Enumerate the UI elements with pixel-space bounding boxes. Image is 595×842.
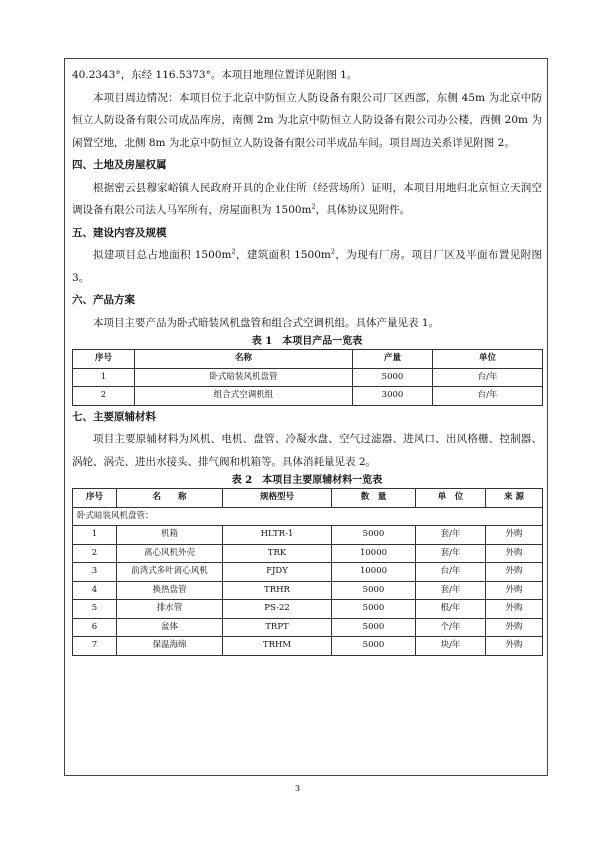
- page-number: 3: [294, 784, 301, 793]
- table-cell: 7: [73, 637, 117, 656]
- product-section-title: 六、产品方案: [72, 294, 135, 306]
- table-cell: 5000: [332, 526, 416, 545]
- table-cell: 3000: [353, 387, 433, 406]
- table-cell: 10000: [332, 544, 416, 563]
- table-header-cell: 单位: [433, 350, 543, 369]
- table-cell: 5000: [332, 618, 416, 637]
- table-header-row: [73, 489, 543, 508]
- coords-line: 40.2343°，东经 116.5373°。本项目地理位置详见附图 1。: [72, 69, 358, 81]
- table-cell: 台/年: [433, 387, 543, 406]
- superscript-2: 2: [311, 202, 316, 211]
- table-cell: 外购: [486, 600, 543, 619]
- table-cell: 外购: [486, 581, 543, 600]
- superscript-2: 2: [231, 247, 236, 256]
- table-cell: TRHR: [223, 581, 332, 600]
- scale-text-a: 拟建项目总占地面积 1500m: [93, 249, 232, 261]
- surroundings-paragraph: 本项目周边情况：本项目位于北京中防恒立人防设备有限公司厂区西部，东侧 45m 为北京中防恒立人防设备有限公司成品库房，南侧 2m 为北京中防恒立人防设备有限公司办公楼，西侧 20m 为闲置空地，北侧 8m 为北京中防恒立人防设备有限公司半成品车间。项目周边关系详见附图 2。: [72, 91, 542, 149]
- table-cell: 前湾式多叶离心风机: [117, 563, 223, 582]
- table-cell: 台/年: [416, 563, 486, 582]
- material-paragraph: 项目主要原辅材料为风机、电机、盘管、冷凝水盘、空气过滤器、进风口、出风格栅、控制器、涡轮、涡壳、进出水接头、排气阀和机箱等。具体消耗量见表 2。: [72, 433, 542, 468]
- table2-caption: 表 2 本项目主要原辅材料一览表: [231, 475, 383, 486]
- table-cell: 1: [73, 526, 117, 545]
- table-cell: 2: [73, 544, 117, 563]
- table-cell: 换热盘管: [117, 581, 223, 600]
- scale-section-title: 五、建设内容及规模: [72, 226, 167, 239]
- table-row: [73, 581, 543, 600]
- product-paragraph: 本项目主要产品为卧式暗装风机盘管和组合式空调机组。具体产量见表 1。: [93, 316, 440, 329]
- table-cell: 块/年: [416, 637, 486, 656]
- product-table: [72, 349, 543, 406]
- table-cell: 外购: [486, 618, 543, 637]
- table-cell: 台/年: [433, 368, 543, 387]
- table-cell: 套/年: [416, 581, 486, 600]
- table-cell: 2: [73, 387, 135, 406]
- table-group-row: [73, 507, 543, 526]
- table-cell: 根/年: [416, 600, 486, 619]
- scale-paragraph: [72, 244, 542, 289]
- table-cell: 5000: [332, 581, 416, 600]
- table-cell: 3: [73, 563, 117, 582]
- table-cell: TRPT: [223, 618, 332, 637]
- land-text-b: ，具体协议见附件。: [315, 204, 411, 216]
- table-header-cell: 产量: [353, 350, 433, 369]
- table-row: [73, 600, 543, 619]
- table-header-cell: 名 称: [117, 489, 223, 508]
- table-row: [73, 563, 543, 582]
- table-header-cell: 规格型号: [223, 489, 332, 508]
- table-header-cell: 来 源: [486, 489, 543, 508]
- table-cell: 卧式暗装风机盘管: [135, 368, 353, 387]
- table-cell: FJDY: [223, 563, 332, 582]
- table-cell: 4: [73, 581, 117, 600]
- table-cell: 离心风机外壳: [117, 544, 223, 563]
- table-cell: HLTR-1: [223, 526, 332, 545]
- table-cell: 套/年: [416, 526, 486, 545]
- table-cell: 6: [73, 618, 117, 637]
- table-cell: PS-22: [223, 600, 332, 619]
- table-cell: 盆体: [117, 618, 223, 637]
- scale-text-b: ，建筑面积 1500m: [235, 249, 331, 261]
- table-cell: 外购: [486, 544, 543, 563]
- table-header-cell: 单 位: [416, 489, 486, 508]
- table-cell: 排水管: [117, 600, 223, 619]
- table-group-label: 卧式暗装风机盘管：: [73, 507, 543, 526]
- page-content: [72, 64, 542, 656]
- table-cell: 组合式空调机组: [135, 387, 353, 406]
- land-section-title: 四、土地及房屋权属: [72, 159, 167, 171]
- table-row: [73, 368, 543, 387]
- table-cell: 5: [73, 600, 117, 619]
- table-cell: 个/年: [416, 618, 486, 637]
- table-cell: 保温海绵: [117, 637, 223, 656]
- table-cell: 外购: [486, 637, 543, 656]
- table-header-cell: 序号: [73, 489, 117, 508]
- table-cell: TRHM: [223, 637, 332, 656]
- table-header-row: [73, 350, 543, 369]
- table-header-cell: 序号: [73, 350, 135, 369]
- table-row: [73, 526, 543, 545]
- table-cell: 5000: [332, 600, 416, 619]
- table1-caption: 表 1 本项目产品一览表: [251, 336, 363, 347]
- land-paragraph: [72, 177, 542, 222]
- scale-text-c: ，为现有厂房。项目厂区及平面布置见附图 3。: [72, 249, 542, 284]
- table-cell: 套/年: [416, 544, 486, 563]
- table-cell: TRK: [223, 544, 332, 563]
- table-cell: 5000: [332, 637, 416, 656]
- table-cell: 外购: [486, 563, 543, 582]
- table-header-cell: 名称: [135, 350, 353, 369]
- table-header-cell: 数 量: [332, 489, 416, 508]
- table-row: [73, 544, 543, 563]
- table-row: [73, 618, 543, 637]
- material-section-title: 七、主要原辅材料: [72, 410, 156, 423]
- superscript-2: 2: [330, 247, 336, 256]
- table-row: [73, 637, 543, 656]
- table-cell: 10000: [332, 563, 416, 582]
- material-table: [72, 488, 543, 656]
- table-cell: 1: [73, 368, 135, 387]
- land-text-a: 根据密云县穆家峪镇人民政府开具的企业住所（经营场所）证明，本项目用地归北京恒立天润空调设备有限公司法人马军所有，房屋面积为 1500m: [72, 181, 542, 216]
- table-cell: 5000: [353, 368, 433, 387]
- table-row: [73, 387, 543, 406]
- table-cell: 机箱: [117, 526, 223, 545]
- table-cell: 外购: [486, 526, 543, 545]
